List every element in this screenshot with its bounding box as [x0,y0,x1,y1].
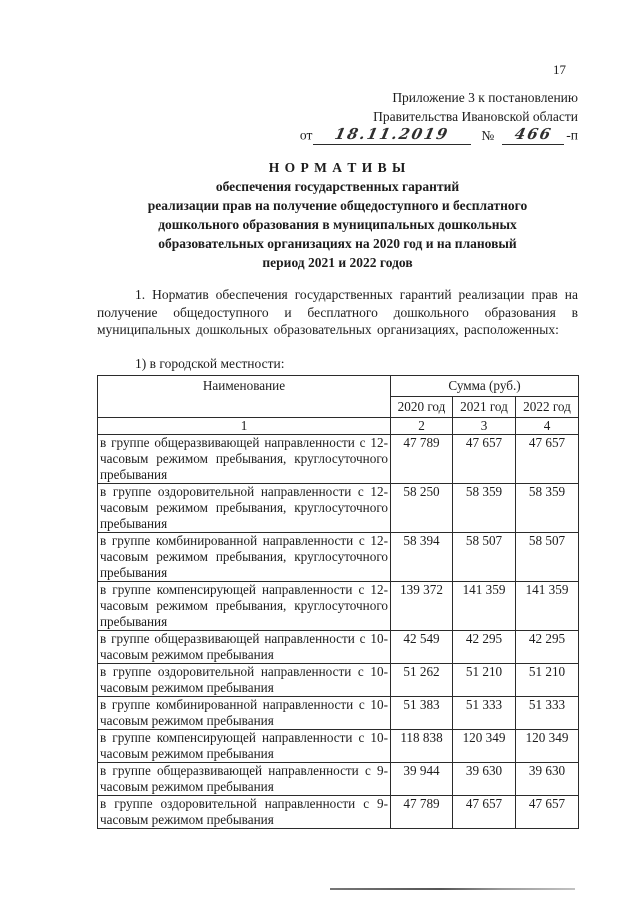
row-value-2020: 58 250 [391,483,453,532]
number-sign: № [481,127,495,143]
title-line-2: реализации прав на получение общедоступного и бесплатного [147,198,528,213]
row-value-2022: 51 333 [516,696,579,729]
row-value-2022: 47 657 [516,795,579,828]
row-value-2021: 141 359 [453,581,516,630]
table-row [98,434,579,483]
scan-artifact-line [330,888,575,890]
appendix-line-2: Правительства Ивановской области [373,108,578,124]
handwritten-number: 466 [512,125,554,143]
header-year-2020: 2020 год [391,396,453,417]
table-row [98,630,579,663]
header-year-2022: 2022 год [516,396,579,417]
row-value-2021: 120 349 [453,729,516,762]
table-header-row-1 [98,375,579,396]
title-heading: Н О Р М А Т И В Ы [268,160,407,175]
index-col-3: 3 [453,417,516,434]
document-title [97,158,578,272]
row-name: в группе общеразвивающей направленности с 10-часовым режимом пребывания [98,630,391,663]
title-line-3: дошкольного образования в муниципальных дошкольных [158,217,517,232]
row-name: в группе оздоровительной направленности с 9-часовым режимом пребывания [98,795,391,828]
row-value-2021: 51 333 [453,696,516,729]
table-row [98,663,579,696]
row-value-2020: 139 372 [391,581,453,630]
index-col-1: 1 [98,417,391,434]
date-prefix: от [299,127,313,143]
number-suffix: -п [566,127,578,143]
index-col-4: 4 [516,417,579,434]
table-index-row [98,417,579,434]
table-row [98,729,579,762]
header-name-column: Наименование [98,375,391,417]
table-row [98,696,579,729]
norms-table [97,375,579,829]
row-name: в группе компенсирующей направленности с 12-часовым режимом пребывания, круглосуточного пребывания [98,581,391,630]
row-name: в группе оздоровительной направленности с 12-часовым режимом пребывания, круглосуточного пребывания [98,483,391,532]
row-value-2020: 47 789 [391,795,453,828]
intro-paragraph: 1. Норматив обеспечения государственных гарантий реализации прав на получение общедоступного и бесплатного дошкольного образования в муниципальных дошкольных образовательных организациях, расположенных: [97,287,578,337]
row-name: в группе общеразвивающей направленности с 9-часовым режимом пребывания [98,762,391,795]
title-line-5: период 2021 и 2022 годов [262,255,413,270]
page-number: 17 [553,62,566,77]
row-name: в группе комбинированной направленности с 10-часовым режимом пребывания [98,696,391,729]
appendix-header [97,89,578,145]
row-value-2022: 58 507 [516,532,579,581]
row-name: в группе общеразвивающей направленности с 12-часовым режимом пребывания, круглосуточного пребывания [98,434,391,483]
number-blank-underline [502,126,564,145]
row-value-2021: 47 657 [453,434,516,483]
section-label-urban: 1) в городской местности: [135,355,285,371]
row-value-2022: 58 359 [516,483,579,532]
table-header [98,375,579,434]
row-value-2020: 58 394 [391,532,453,581]
index-col-2: 2 [391,417,453,434]
row-value-2020: 51 262 [391,663,453,696]
row-value-2020: 39 944 [391,762,453,795]
table-body [98,434,579,828]
row-value-2022: 141 359 [516,581,579,630]
table-row [98,581,579,630]
row-value-2021: 47 657 [453,795,516,828]
table-row [98,762,579,795]
row-value-2020: 42 549 [391,630,453,663]
appendix-line-3 [97,126,578,145]
row-value-2022: 120 349 [516,729,579,762]
row-value-2021: 58 507 [453,532,516,581]
row-value-2021: 39 630 [453,762,516,795]
row-value-2020: 51 383 [391,696,453,729]
title-line-1: обеспечения государственных гарантий [215,179,460,194]
row-name: в группе комбинированной направленности с 12-часовым режимом пребывания, круглосуточного пребывания [98,532,391,581]
page-content [97,0,578,829]
row-name: в группе компенсирующей направленности с 10-часовым режимом пребывания [98,729,391,762]
row-value-2022: 42 295 [516,630,579,663]
date-blank-underline [313,126,471,145]
row-value-2020: 118 838 [391,729,453,762]
row-value-2021: 51 210 [453,663,516,696]
appendix-line-1: Приложение 3 к постановлению [392,90,578,105]
handwritten-date: 18.11.2019 [333,125,452,143]
row-value-2021: 58 359 [453,483,516,532]
header-sum-column: Сумма (руб.) [391,375,579,396]
row-value-2020: 47 789 [391,434,453,483]
row-value-2022: 39 630 [516,762,579,795]
table-row [98,795,579,828]
table-row [98,532,579,581]
row-value-2021: 42 295 [453,630,516,663]
row-value-2022: 51 210 [516,663,579,696]
table-row [98,483,579,532]
row-value-2022: 47 657 [516,434,579,483]
row-name: в группе оздоровительной направленности с 10-часовым режимом пребывания [98,663,391,696]
title-line-4: образовательных организациях на 2020 год и на плановый [158,236,517,251]
header-year-2021: 2021 год [453,396,516,417]
